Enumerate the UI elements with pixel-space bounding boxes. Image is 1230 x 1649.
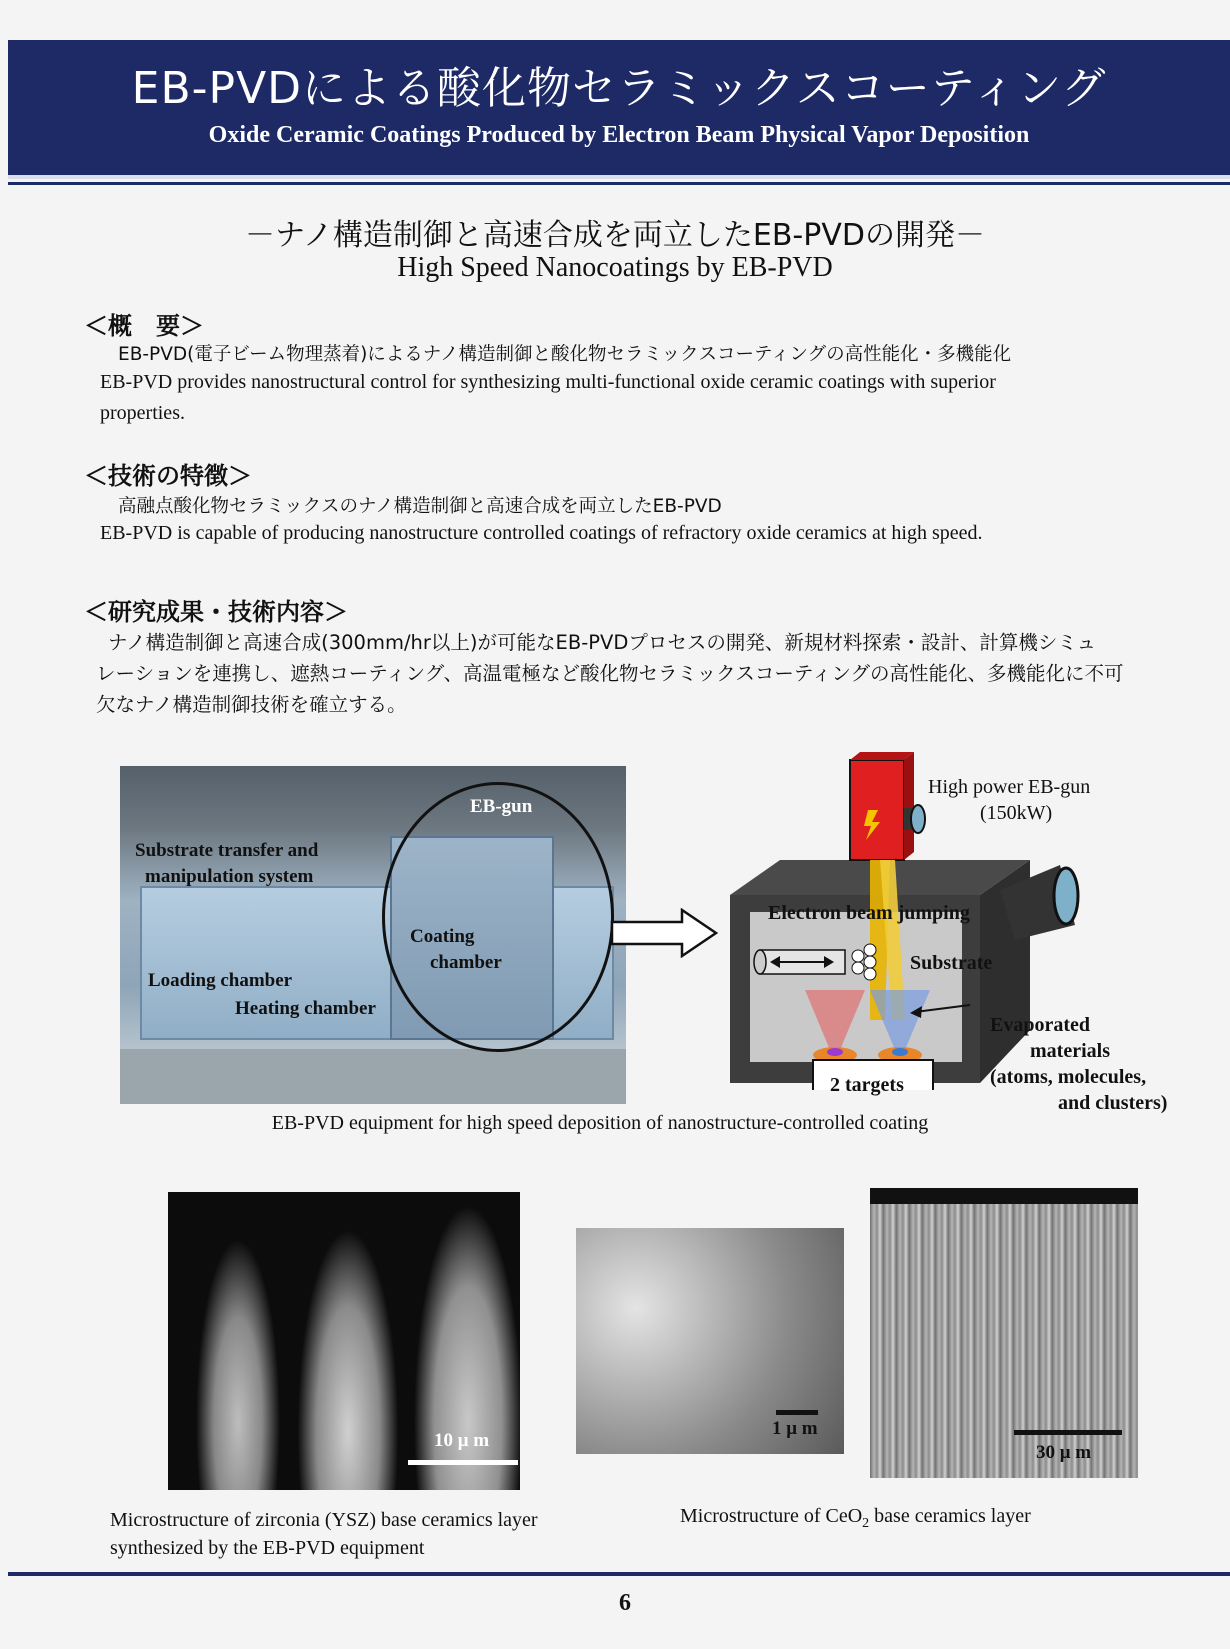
highlight-oval: [382, 782, 614, 1052]
features-heading: ＜技術の特徴＞: [84, 462, 252, 490]
label-evaporated-4: and clusters): [1058, 1092, 1168, 1114]
results-line3: 欠なナノ構造制御技術を確立する。: [96, 693, 407, 716]
flow-arrow-icon: [610, 908, 720, 958]
sem-top-band: [870, 1188, 1138, 1204]
features-jp: 高融点酸化物セラミックスのナノ構造制御と高速合成を両立したEB-PVD: [118, 496, 722, 517]
label-coating-1: Coating: [410, 926, 475, 947]
floor: [120, 1049, 626, 1104]
header-banner: [8, 40, 1230, 179]
equipment-caption: EB-PVD equipment for high speed deposition of nanostructure-controlled coating: [271, 1112, 929, 1134]
label-eb-gun-power: High power EB-gun: [928, 776, 1091, 798]
label-electron-beam: Electron beam jumping: [768, 902, 970, 924]
scale-bar-30um: [1014, 1430, 1122, 1435]
scale-label-1um: 1 μ m: [772, 1418, 818, 1439]
page-title-en: Oxide Ceramic Coatings Produced by Electron Beam Physical Vapor Deposition: [208, 122, 1030, 148]
scale-label-30um: 30 μ m: [1036, 1442, 1092, 1463]
page-title-jp: EB-PVDによる酸化物セラミックスコーティング: [131, 63, 1107, 114]
sem-image-ceo2-fine: [576, 1228, 844, 1454]
scale-label-10um: 10 μ m: [434, 1430, 490, 1451]
results-line1: ナノ構造制御と高速合成(300mm/hr以上)が可能なEB-PVDプロセスの開発、新規材料探索・設計、計算機シミュ: [108, 631, 1096, 654]
label-eb-gun-kw: (150kW): [980, 802, 1053, 824]
label-evaporated-1: Evaporated: [990, 1014, 1090, 1036]
label-evaporated-2: materials: [1030, 1040, 1110, 1062]
scale-bar-10um: [408, 1460, 518, 1465]
equipment-photo: [120, 766, 626, 1104]
footer-divider: [8, 1572, 1230, 1576]
overview-jp: EB-PVD(電子ビーム物理蒸着)によるナノ構造制御と酸化物セラミックスコーティングの高性能化・多機能化: [118, 344, 1012, 365]
sem-image-ysz: [168, 1192, 520, 1490]
label-targets: 2 targets: [830, 1074, 904, 1096]
label-substrate-transfer-1: Substrate transfer and: [135, 840, 319, 861]
subtitle-en: High Speed Nanocoatings by EB-PVD: [397, 252, 833, 283]
label-coating-2: chamber: [430, 952, 502, 973]
scale-bar-1um: [776, 1410, 818, 1415]
label-evaporated-3: (atoms, molecules,: [990, 1066, 1147, 1088]
label-substrate-transfer-2: manipulation system: [145, 866, 314, 887]
features-en: EB-PVD is capable of producing nanostructure controlled coatings of refractory oxide ceramics at high speed.: [100, 522, 983, 544]
overview-en-line2: properties.: [100, 402, 185, 424]
label-substrate: Substrate: [910, 952, 993, 974]
overview-heading: ＜概 要＞: [84, 312, 204, 340]
overview-en-line1: EB-PVD provides nanostructural control for synthesizing multi-functional oxide ceramic coatings with superior: [100, 371, 996, 393]
sem-caption-ceo2: Microstructure of CeO$_2$ base ceramics layer: [680, 1505, 1031, 1531]
header-divider: [8, 182, 1230, 185]
sem-caption-ysz-line2: synthesized by the EB-PVD equipment: [110, 1537, 425, 1559]
results-line2: レーションを連携し、遮熱コーティング、高温電極など酸化物セラミックスコーティングの高性能化、多機能化に不可: [96, 662, 1124, 685]
sem-caption-ysz-line1: Microstructure of zirconia (YSZ) base ceramics layer: [110, 1509, 538, 1531]
results-heading: ＜研究成果・技術内容＞: [84, 598, 348, 626]
label-heating-chamber: Heating chamber: [235, 998, 376, 1019]
label-eb-gun: EB-gun: [470, 796, 533, 817]
page-number: 6: [619, 1590, 631, 1616]
sem-image-ceo2-columnar: [870, 1188, 1138, 1478]
label-loading-chamber: Loading chamber: [148, 970, 293, 991]
subtitle-jp: －ナノ構造制御と高速合成を両立したEB-PVDの開発－: [245, 218, 985, 253]
